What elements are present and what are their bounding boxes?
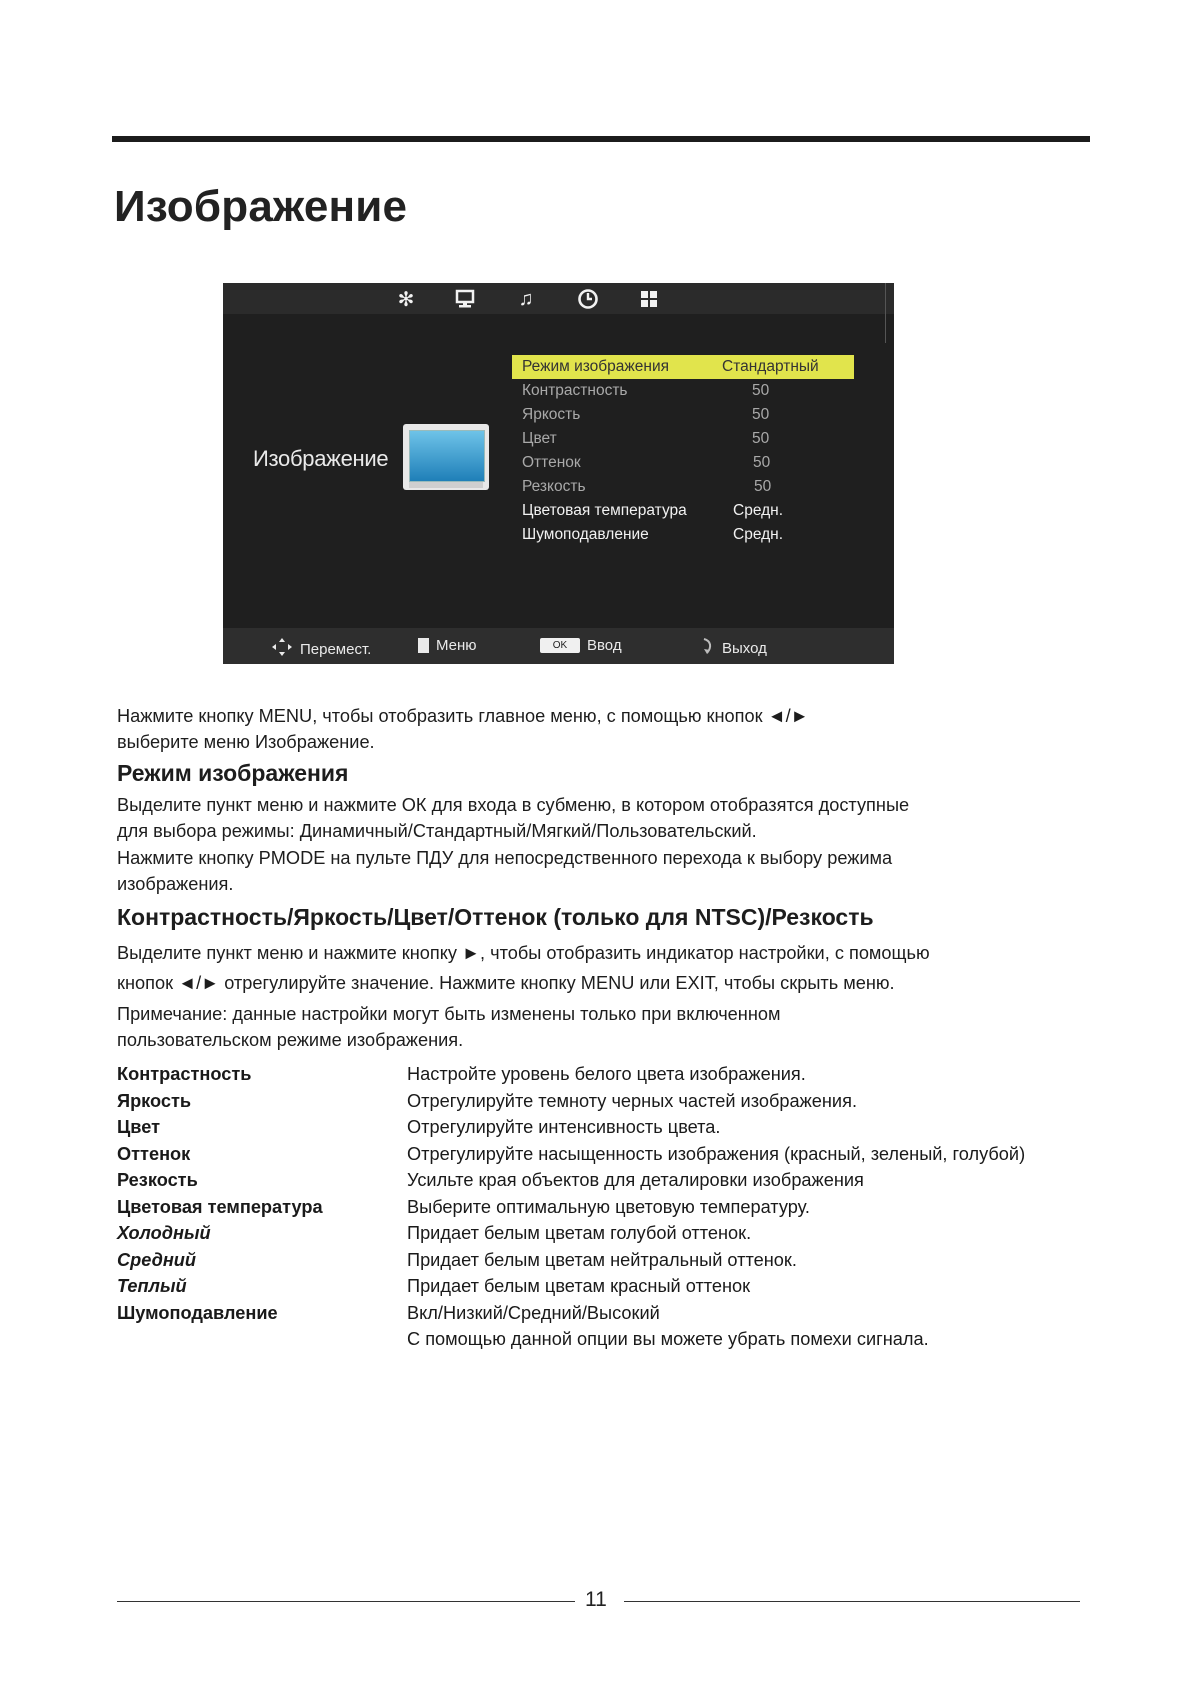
tv-menu-item-noise-reduction[interactable]: Шумоподавление Средн.	[522, 526, 784, 543]
tv-menu-item-picture-mode[interactable]: Режим изображения Стандартный	[512, 355, 854, 379]
tv-menu-item-contrast[interactable]: Контрастность 50	[522, 382, 770, 399]
tv-menu-item-color[interactable]: Цвет 50	[522, 430, 770, 447]
intro-line-2: выберите меню Изображение.	[117, 732, 375, 752]
hint-move: Перемест.	[271, 637, 371, 661]
gear-icon: ✻	[397, 288, 415, 311]
definition-row: Резкость Усильте края объектов для деталировки изображения	[117, 1170, 864, 1190]
definition-row: Теплый Придает белым цветам красный оттенок	[117, 1276, 751, 1296]
footer-rule-right	[624, 1601, 1080, 1602]
grid-icon	[636, 286, 662, 312]
tv-menu-item-tint[interactable]: Оттенок 50	[522, 454, 771, 471]
hint-exit: Выход	[701, 637, 767, 659]
adjust-line-1: Выделите пункт меню и нажмите кнопку ►, чтобы отобразить индикатор настройки, с помощью	[117, 943, 930, 963]
menu-icon	[418, 638, 429, 653]
tv-hint-bar	[223, 628, 894, 664]
adjust-note-2: пользовательском режиме изображения.	[117, 1030, 464, 1050]
monitor-icon	[452, 286, 478, 312]
definitions-list	[117, 1064, 1117, 1356]
mode-line-2: для выбора режимы: Динамичный/Стандартный/Мягкий/Пользовательский.	[117, 821, 757, 841]
exit-arrow-icon	[701, 637, 715, 659]
definition-row: Оттенок Отрегулируйте насыщенность изображения (красный, зеленый, голубой)	[117, 1143, 1026, 1164]
picture-monitor-icon	[403, 424, 489, 490]
footer-rule-left	[117, 1601, 575, 1602]
page-number: 11	[585, 1588, 607, 1611]
section-heading-picture-mode: Режим изображения	[117, 760, 349, 786]
tv-top-bar	[223, 283, 894, 314]
clock-icon	[575, 286, 601, 312]
hint-enter: OK Ввод	[540, 637, 622, 654]
move-arrows-icon	[271, 637, 293, 661]
adjust-line-2: кнопок ◄/► отрегулируйте значение. Нажмите кнопку MENU или EXIT, чтобы скрыть меню.	[117, 973, 895, 993]
music-note-icon: ♫	[518, 287, 534, 310]
definition-row: С помощью данной опции вы можете убрать помехи сигнала.	[407, 1329, 929, 1349]
definition-row: Цветовая температура Выберите оптимальную цветовую температуру.	[117, 1196, 810, 1217]
mode-line-1: Выделите пункт меню и нажмите ОК для входа в субменю, в котором отобразятся доступные	[117, 795, 910, 815]
page-title: Изображение	[114, 182, 408, 231]
top-rule	[112, 136, 1090, 142]
definition-row: Цвет Отрегулируйте интенсивность цвета.	[117, 1117, 721, 1137]
hint-menu: Меню	[418, 637, 477, 654]
tv-menu-item-brightness[interactable]: Яркость 50	[522, 406, 770, 423]
tv-category-label: Изображение	[253, 446, 389, 471]
adjust-note-1: Примечание: данные настройки могут быть изменены только при включенном	[117, 1004, 781, 1024]
tv-edge-marks	[885, 283, 894, 343]
tv-picture-menu	[512, 355, 854, 547]
definition-row: Средний Придает белым цветам нейтральный оттенок.	[117, 1249, 797, 1270]
intro-line-1: Нажмите кнопку MENU, чтобы отобразить главное меню, с помощью кнопок ◄/►	[117, 706, 809, 726]
tv-menu-item-sharpness[interactable]: Резкость 50	[522, 478, 772, 495]
ok-icon: OK	[540, 638, 580, 653]
mode-line-4: изображения.	[117, 874, 234, 894]
definition-row: Яркость Отрегулируйте темноту черных частей изображения.	[117, 1090, 857, 1111]
definition-row: Холодный Придает белым цветам голубой оттенок.	[117, 1223, 752, 1243]
tv-menu-screenshot	[223, 283, 894, 664]
tv-menu-item-color-temperature[interactable]: Цветовая температура Средн.	[522, 502, 784, 519]
mode-line-3: Нажмите кнопку PMODE на пульте ПДУ для непосредственного перехода к выбору режима	[117, 848, 893, 868]
definition-row: Шумоподавление Вкл/Низкий/Средний/Высокий	[117, 1302, 660, 1323]
definition-row: Контрастность Настройте уровень белого цвета изображения.	[117, 1064, 806, 1084]
section-heading-adjustments: Контрастность/Яркость/Цвет/Оттенок (только для NTSC)/Резкость	[117, 904, 874, 930]
